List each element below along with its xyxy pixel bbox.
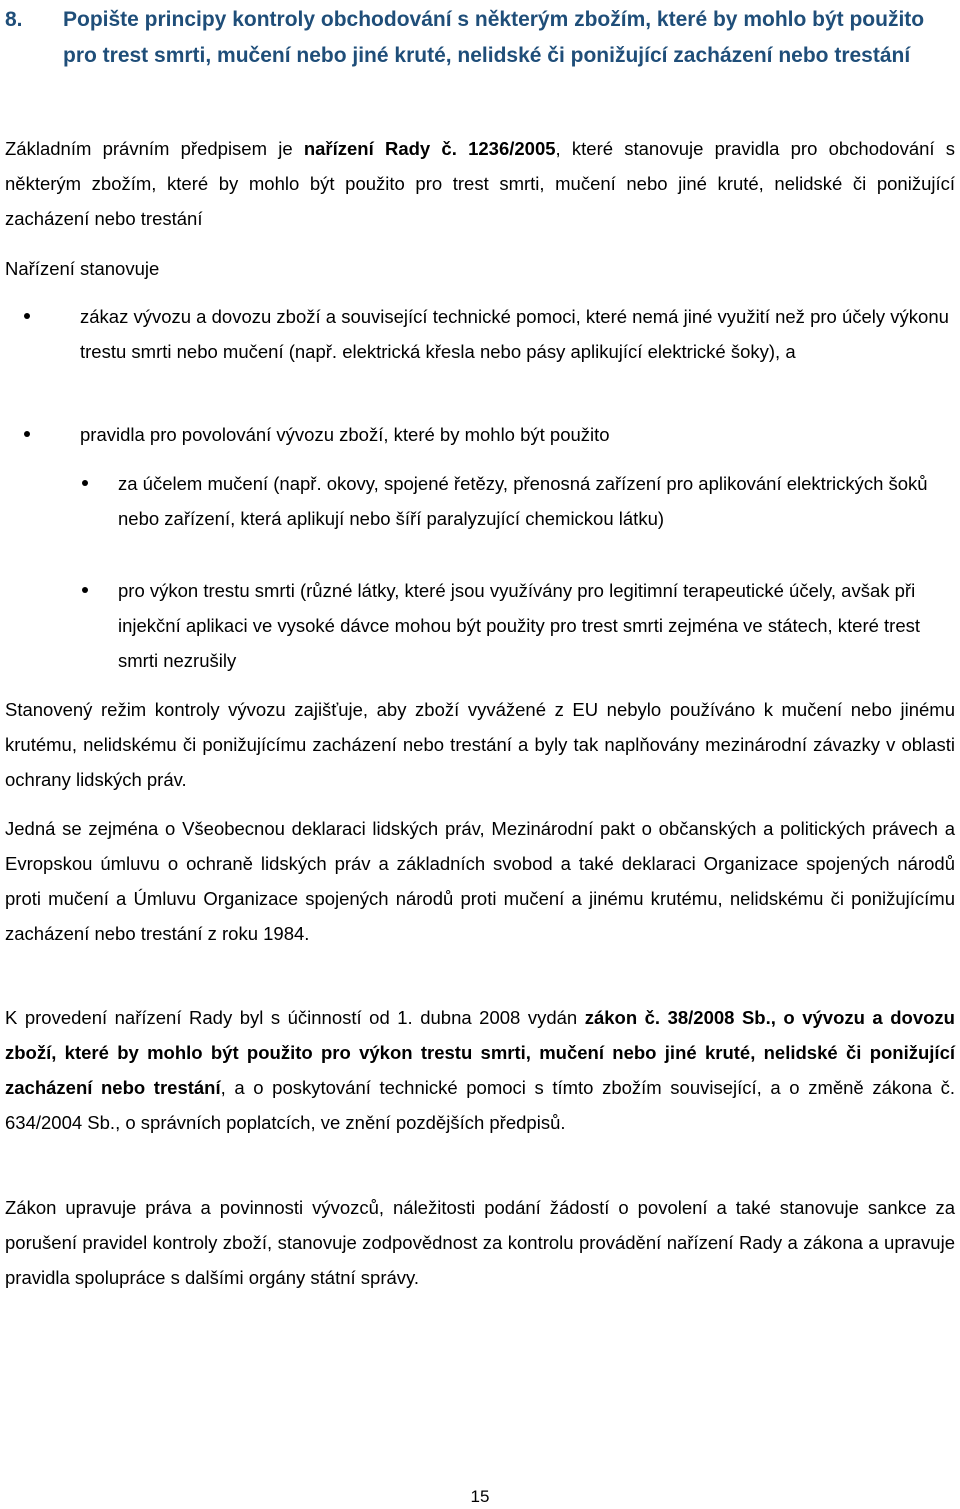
- law-reference: zákon č. 38/2008 Sb., o vývozu a dovozu zboží, které by mohlo být použito pro výkon trestu smrti, mučení nebo jiné kruté, nelidské či ponižující zacházení nebo trestání: [5, 1007, 955, 1098]
- regulation-reference: nařízení Rady č.: [303, 138, 457, 159]
- regulation-number: 1236/2005: [456, 138, 556, 159]
- section-heading: [5, 2, 955, 74]
- list-item: [24, 299, 955, 369]
- text-run: , které stanovuje pravidla pro obchodování s některým zbožím, které by mohlo být použito pro trest smrti, mučení nebo jiné kruté, nelidské či ponižující zacházení nebo trestání: [5, 138, 956, 229]
- section-number: 8.: [5, 8, 23, 31]
- text-run: K provedení nařízení Rady byl s účinností od 1. dubna 2008 vydán: [5, 1007, 585, 1028]
- section-title: Popište principy kontroly obchodování s některým zbožím, které by mohlo být použito pro trest smrti, mučení nebo jiné kruté, nelidské či ponižující zacházení nebo trestání: [63, 8, 925, 67]
- bullet-icon: [24, 431, 30, 437]
- sub-list-item: [82, 466, 955, 536]
- sub-list-item: [82, 573, 955, 678]
- paragraph-implementing-law: [5, 1000, 955, 1140]
- bullet-icon: [82, 480, 88, 486]
- paragraph-export-regime: Stanovený režim kontroly vývozu zajišťuje, aby zboží vyvážené z EU nebylo používáno k mučení nebo jinému krutému, nelidskému či ponižujícímu zacházení nebo trestání a byly tak naplňovány mezinárodní závazky v oblasti ochrany lidských práv.: [5, 699, 955, 790]
- bullet-icon: [24, 313, 30, 319]
- list-item: [24, 417, 955, 452]
- sub-list-item-text: pro výkon trestu smrti (různé látky, které jsou využívány pro legitimní terapeutické účely, avšak při injekční aplikaci ve vysoké dávce mohou být použity pro trest smrti zejména ve státech, které trest smrti nezrušily: [118, 580, 921, 671]
- sub-list-item-text: za účelem mučení (např. okovy, spojené řetězy, přenosná zařízení pro aplikování elektrických šoků nebo zařízení, která aplikují nebo šíří paralyzující chemickou látku): [118, 473, 928, 529]
- list-item-text: zákaz vývozu a dovozu zboží a související technické pomoci, které nemá jiné využití než pro účely výkonu trestu smrti nebo mučení (např. elektrická křesla nebo pásy aplikující elektrické šoky), a: [80, 306, 949, 362]
- paragraph-international-documents: Jedná se zejména o Všeobecnou deklaraci lidských práv, Mezinárodní pakt o občanských a politických právech a Evropskou úmluvu o ochraně lidských práv a základních svobod a také deklaraci Organizace spojených národů proti mučení a Úmluvu Organizace spojených národů proti mučení a jinému krutému, nelidskému či ponižujícímu zacházení nebo trestání z roku 1984.: [5, 818, 955, 944]
- text-run: Základním právním předpisem je: [5, 138, 304, 159]
- page-number: 15: [470, 1487, 490, 1506]
- bullet-icon: [82, 587, 88, 593]
- list-item-text: pravidla pro povolování vývozu zboží, které by mohlo být použito: [80, 424, 610, 445]
- text-run: , a o poskytování technické pomoci s tímto zbožím související, a o změně zákona č. 634/2004 Sb., o správních poplatcích, ve znění pozdějších předpisů.: [5, 1077, 955, 1133]
- paragraph-regulation-sets: Nařízení stanovuje: [5, 258, 160, 279]
- paragraph-legal-basis: [5, 131, 955, 236]
- paragraph-law-scope: Zákon upravuje práva a povinnosti vývozců, náležitosti podání žádostí o povolení a také stanovuje sankce za porušení pravidel kontroly zboží, stanovuje zodpovědnost za kontrolu provádění nařízení Rady a zákona a upravuje pravidla spolupráce s dalšími orgány státní správy.: [5, 1197, 955, 1288]
